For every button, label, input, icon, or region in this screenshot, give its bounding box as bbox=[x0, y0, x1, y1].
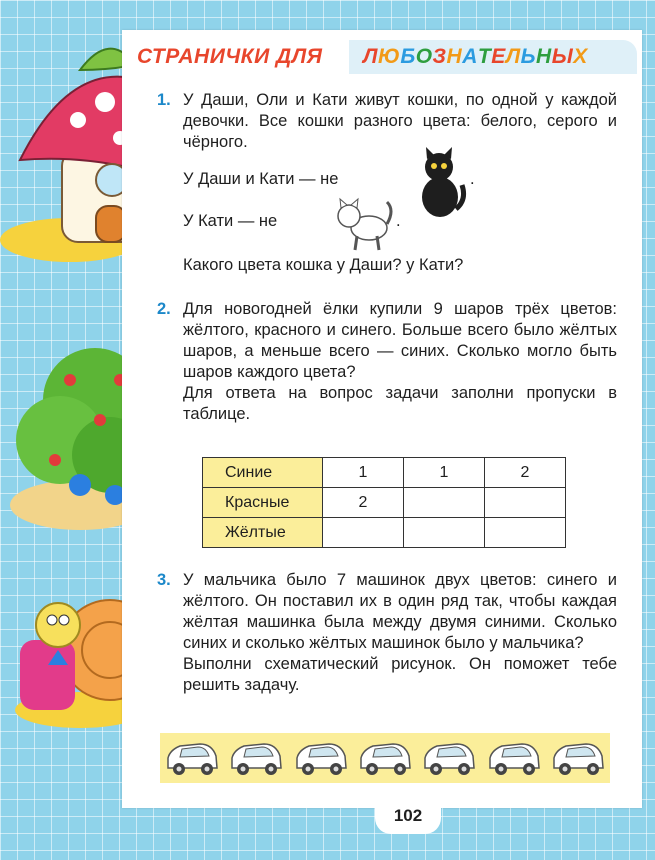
header-letter: Ю bbox=[377, 45, 401, 68]
header-left-text: СТРАНИЧКИ ДЛЯ bbox=[137, 45, 323, 68]
mushroom-house-icon bbox=[0, 49, 140, 262]
car-icon bbox=[550, 738, 606, 778]
cars-row bbox=[160, 733, 610, 783]
header-letter: А bbox=[462, 45, 478, 68]
table-cell[interactable] bbox=[404, 518, 485, 548]
header-letter: Б bbox=[400, 45, 416, 68]
page-number: 102 bbox=[375, 798, 441, 834]
period-1: . bbox=[470, 170, 475, 188]
table-cell[interactable]: 2 bbox=[485, 458, 566, 488]
task-1 bbox=[157, 90, 617, 153]
header-letter: Т bbox=[477, 45, 492, 68]
header-letter: Х bbox=[573, 45, 588, 68]
header-right-text bbox=[349, 40, 637, 74]
header-letter: Л bbox=[363, 45, 378, 68]
task-text-2: Выполни схематический рисунок. Он поможет тебе решить задачу. bbox=[183, 655, 617, 694]
table-cell[interactable] bbox=[485, 518, 566, 548]
car-icon bbox=[228, 738, 284, 778]
table-row bbox=[203, 518, 566, 548]
car-icon bbox=[357, 738, 413, 778]
task-1-line-1: У Даши и Кати — не bbox=[183, 170, 339, 188]
answer-table bbox=[202, 457, 566, 548]
table-cell[interactable]: 2 bbox=[323, 488, 404, 518]
task-text-2: Для ответа на вопрос задачи заполни пропуски в таблице. bbox=[183, 384, 617, 423]
header-letter: О bbox=[415, 45, 433, 68]
tree-icon bbox=[10, 348, 140, 530]
table-cell[interactable]: 1 bbox=[404, 458, 485, 488]
car-icon bbox=[293, 738, 349, 778]
task-text: У Даши, Оли и Кати живут кошки, по одной у каждой девочки. Все кошки разного цвета: белого, серого и чёрного. bbox=[183, 91, 617, 151]
white-cat-icon bbox=[333, 196, 395, 254]
task-text: У мальчика было 7 машинок двух цветов: синего и жёлтого. Он поставил их в один ряд так, чтобы каждая жёлтая машинка была между двумя синими. Сколько синих и сколько жёлтых машинок было у мальчика? bbox=[183, 571, 617, 652]
task-number: 3. bbox=[157, 571, 171, 589]
table-cell[interactable]: 1 bbox=[323, 458, 404, 488]
black-cat-icon bbox=[412, 145, 467, 220]
header-letter: Л bbox=[505, 45, 521, 68]
illustration-left bbox=[0, 40, 140, 800]
header-letter: Ы bbox=[551, 45, 574, 68]
table-cell[interactable] bbox=[485, 488, 566, 518]
table-row bbox=[203, 458, 566, 488]
row-label: Красные bbox=[203, 488, 323, 518]
header-letter: Ь bbox=[520, 45, 537, 68]
header-letter: Е bbox=[491, 45, 506, 68]
task-number: 2. bbox=[157, 300, 171, 318]
table-cell[interactable] bbox=[323, 518, 404, 548]
header-letter: З bbox=[432, 45, 447, 68]
task-1-line-2: У Кати — не bbox=[183, 212, 278, 230]
header-letter: Н bbox=[446, 45, 463, 68]
task-2 bbox=[157, 299, 617, 425]
header-letter: Н bbox=[536, 45, 552, 68]
car-icon bbox=[164, 738, 220, 778]
row-label: Синие bbox=[203, 458, 323, 488]
row-label: Жёлтые bbox=[203, 518, 323, 548]
car-icon bbox=[421, 738, 477, 778]
table-cell[interactable] bbox=[404, 488, 485, 518]
task-1-question: Какого цвета кошка у Даши? у Кати? bbox=[183, 256, 464, 274]
task-text: Для новогодней ёлки купили 9 шаров трёх цветов: жёлтого, красного и синего. Больше всего было жёлтых шаров, а меньше всего — синих. Сколько могло быть шаров каждого цвета? bbox=[183, 300, 617, 381]
section-header bbox=[137, 40, 637, 74]
task-number: 1. bbox=[157, 91, 171, 109]
period-2: . bbox=[396, 212, 401, 230]
car-icon bbox=[486, 738, 542, 778]
task-3 bbox=[157, 570, 617, 696]
table-row bbox=[203, 488, 566, 518]
